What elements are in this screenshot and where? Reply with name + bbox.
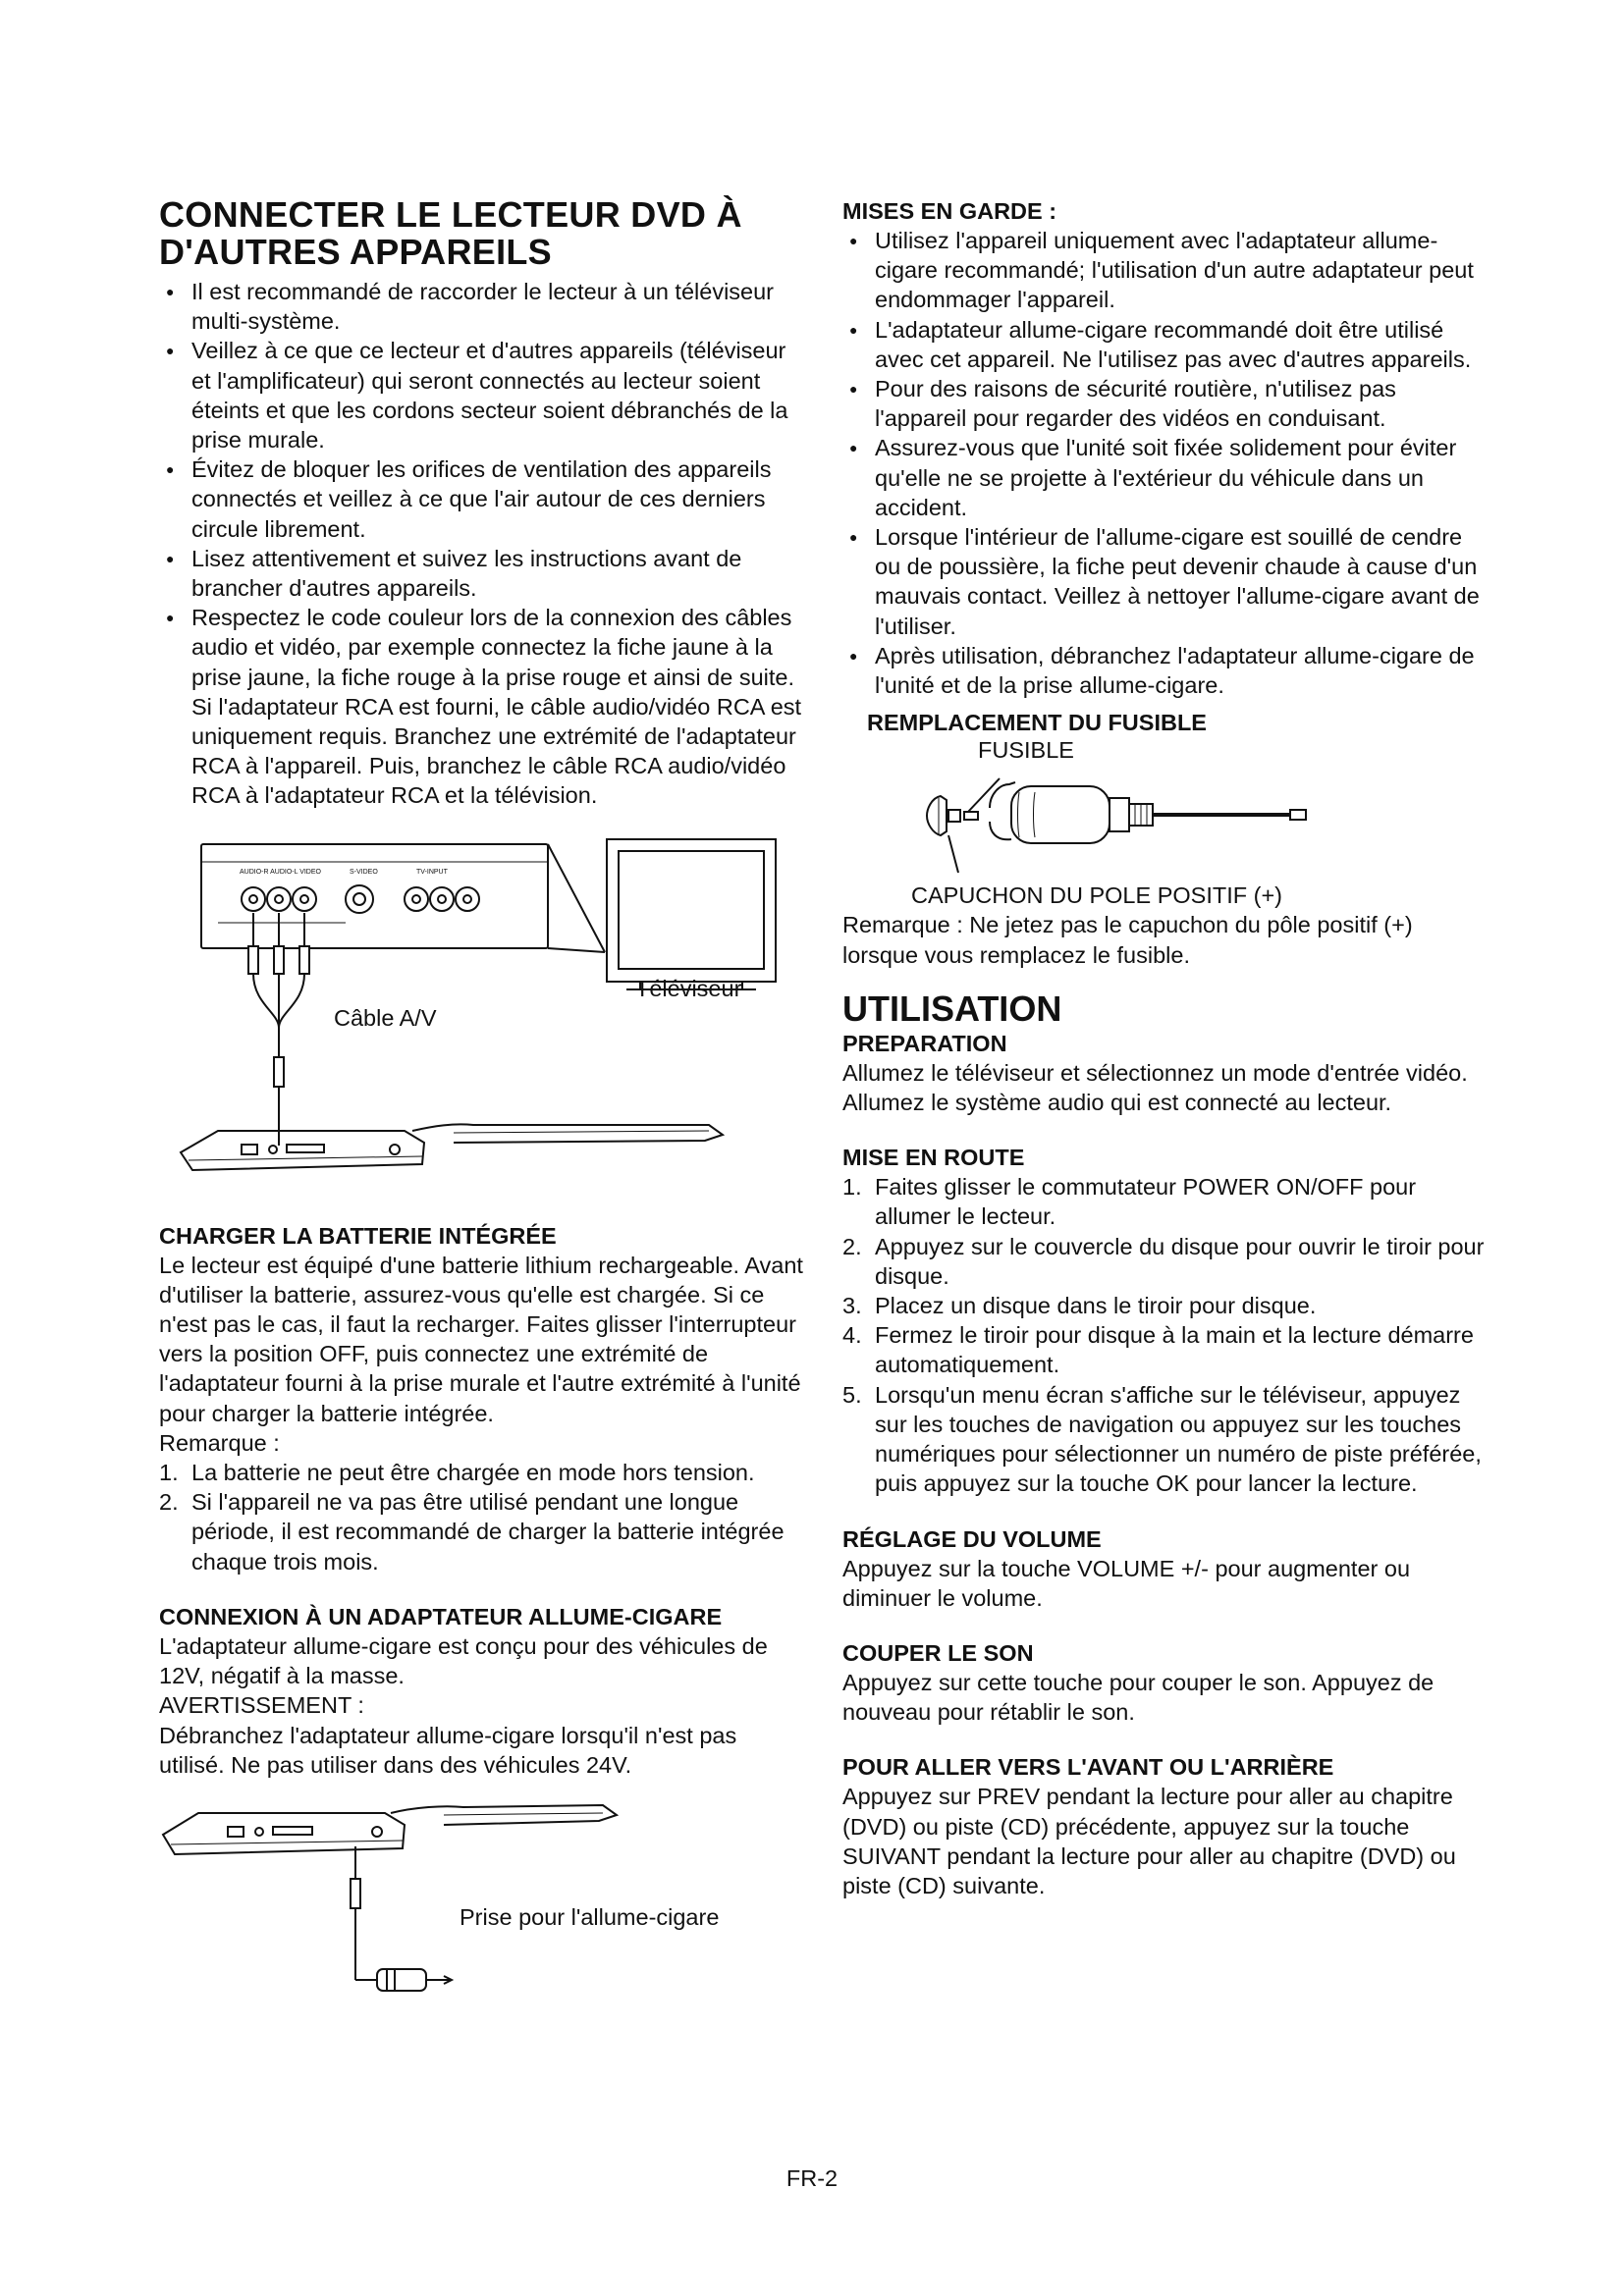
- cautions-heading: MISES EN GARDE :: [842, 198, 1057, 224]
- list-item: ● Pour des raisons de sécurité routière, n'utilisez pas l'appareil pour regarder des vidéos en conduisant.: [842, 374, 1490, 433]
- list-item: ● Lisez attentivement et suivez les instructions avant de brancher d'autres appareils.: [159, 544, 807, 603]
- socket-label: Prise pour l'allume-cigare: [460, 1903, 720, 1930]
- list-item: [842, 1291, 1490, 1320]
- list-number: 3.: [842, 1293, 862, 1319]
- list-item: ● Veillez à ce que ce lecteur et d'autres appareils (téléviseur et l'amplificateur) qui seront connectés au lecteur soient éteints et que les cordons secteur soient débranchés de la prise murale.: [159, 336, 807, 454]
- prep-line-2: Allumez le système audio qui est connecté au lecteur.: [842, 1090, 1392, 1116]
- car-adapter-heading: CONNEXION À UN ADAPTATEUR ALLUME-CIGARE: [159, 1603, 723, 1629]
- list-item: ● Assurez-vous que l'unité soit fixée solidement pour éviter qu'elle ne se projette à l'extérieur du véhicule dans un accident.: [842, 433, 1490, 522]
- car-warning-text: Débranchez l'adaptateur allume-cigare lorsqu'il n'est pas utilisé. Ne pas utiliser dans des véhicules 24V.: [159, 1722, 737, 1778]
- car-adapter-drawing: [159, 1795, 807, 1992]
- svg-text:S-VIDEO: S-VIDEO: [350, 868, 378, 876]
- list-item: ● L'adaptateur allume-cigare recommandé doit être utilisé avec cet appareil. Ne l'utilisez pas avec d'autres appareils.: [842, 315, 1490, 374]
- fuse-diagram: [842, 737, 1490, 884]
- tv-connection-drawing: [159, 836, 807, 1200]
- tv-connection-diagram: [159, 836, 807, 1200]
- battery-note-label: Remarque :: [159, 1429, 280, 1456]
- list-item: ● Après utilisation, débranchez l'adaptateur allume-cigare de l'unité et de la prise allume-cigare.: [842, 641, 1490, 700]
- cautions-bullets: [842, 226, 1490, 700]
- page-number: FR-2: [785, 2165, 839, 2191]
- list-number: 2.: [842, 1233, 862, 1259]
- list-text: La batterie ne peut être chargée en mode hors tension.: [191, 1460, 755, 1486]
- list-text: Fermez le tiroir pour disque à la main et la lecture démarre automatiquement.: [875, 1322, 1474, 1378]
- list-item: ● Lorsque l'intérieur de l'allume-cigare est souillé de cendre ou de poussière, la fiche peut devenir chaude à cause d'un mauvais contact. Veillez à nettoyer l'allume-cigare avant de l'utiliser.: [842, 522, 1490, 641]
- list-number: 5.: [842, 1381, 862, 1408]
- av-cable-label: Câble A/V: [334, 1004, 437, 1031]
- svg-text:TV-INPUT: TV-INPUT: [416, 868, 448, 876]
- section-title-connect: CONNECTER LE LECTEUR DVD À D'AUTRES APPAREILS: [159, 194, 742, 272]
- skip-heading: POUR ALLER VERS L'AVANT OU L'ARRIÈRE: [842, 1754, 1334, 1781]
- cap-label: CAPUCHON DU POLE POSITIF (+): [911, 882, 1283, 909]
- start-steps: [842, 1172, 1490, 1498]
- prep-line-1: Allumez le téléviseur et sélectionnez un mode d'entrée vidéo.: [842, 1059, 1468, 1086]
- volume-text: Appuyez sur la touche VOLUME +/- pour augmenter ou diminuer le volume.: [842, 1555, 1411, 1611]
- right-column: [842, 196, 1490, 1900]
- car-adapter-text: L'adaptateur allume-cigare est conçu pour des véhicules de 12V, négatif à la masse.: [159, 1632, 768, 1689]
- list-item: ● Respectez le code couleur lors de la connexion des câbles audio et vidéo, par exemple connectez la fiche jaune à la prise jaune, la fiche rouge à la prise rouge et ainsi de suite. Si l'adaptateur RCA est fourni, le câble audio/vidéo RCA est uniquement requis. Branchez une extrémité de l'adaptateur RCA à l'appareil. Puis, branchez le câble RCA audio/vidéo RCA à l'adaptateur RCA et la télévision.: [159, 603, 807, 810]
- start-heading: MISE EN ROUTE: [842, 1145, 1025, 1171]
- left-column: [159, 196, 807, 1992]
- prep-heading: PREPARATION: [842, 1030, 1007, 1056]
- list-text: Lorsqu'un menu écran s'affiche sur le téléviseur, appuyez sur les touches de navigation ou appuyez sur les touches numériques pour sélectionner un numéro de piste préférée, puis appuyez sur la touche OK pour lancer la lecture.: [875, 1381, 1482, 1497]
- list-number: 1.: [842, 1174, 862, 1201]
- list-item: [842, 1232, 1490, 1291]
- list-item: [842, 1172, 1490, 1231]
- list-text: Placez un disque dans le tiroir pour disque.: [875, 1293, 1317, 1319]
- fuse-heading: REMPLACEMENT DU FUSIBLE: [867, 710, 1207, 736]
- mute-text: Appuyez sur cette touche pour couper le son. Appuyez de nouveau pour rétablir le son.: [842, 1669, 1435, 1726]
- svg-text:AUDIO-R AUDIO-L VIDEO: AUDIO-R AUDIO-L VIDEO: [240, 868, 321, 876]
- battery-heading: CHARGER LA BATTERIE INTÉGRÉE: [159, 1222, 557, 1249]
- list-item: [159, 1487, 807, 1576]
- battery-notes: [159, 1458, 807, 1576]
- tv-label: Téléviseur: [635, 975, 742, 1001]
- list-item: ● Évitez de bloquer les orifices de ventilation des appareils connectés et veillez à ce que l'air autour de ces derniers circule librement.: [159, 454, 807, 544]
- car-warning-label: AVERTISSEMENT :: [159, 1692, 364, 1719]
- list-text: Faites glisser le commutateur POWER ON/OFF pour allumer le lecteur.: [875, 1174, 1417, 1230]
- list-item: [842, 1380, 1490, 1499]
- list-item: ● Il est recommandé de raccorder le lecteur à un téléviseur multi-système.: [159, 277, 807, 336]
- skip-text: Appuyez sur PREV pendant la lecture pour aller au chapitre (DVD) ou piste (CD) précédente, appuyez sur la touche SUIVANT pendant la lecture pour aller au chapitre (DVD) ou piste (CD) suivante.: [842, 1784, 1456, 1898]
- list-item: [842, 1320, 1490, 1379]
- list-text: Si l'appareil ne va pas être utilisé pendant une longue période, il est recommandé de charger la batterie intégrée chaque trois mois.: [191, 1489, 785, 1575]
- fuse-drawing: [842, 737, 1490, 884]
- battery-text: Le lecteur est équipé d'une batterie lithium rechargeable. Avant d'utiliser la batterie, assurez-vous qu'elle est chargée. Si ce n'est pas le cas, il faut la recharger. Faites glisser l'interrupteur vers la position OFF, puis connectez une extrémité de l'adaptateur fourni à la prise murale et l'autre extrémité à l'unité pour charger la batterie intégrée.: [159, 1252, 803, 1426]
- fuse-label: FUSIBLE: [978, 737, 1074, 764]
- section-title-usage: UTILISATION: [842, 988, 1062, 1029]
- car-adapter-diagram: [159, 1795, 807, 1992]
- connect-bullets: [159, 277, 807, 811]
- list-item: [159, 1458, 807, 1487]
- list-number: 1.: [159, 1460, 179, 1486]
- list-text: Appuyez sur le couvercle du disque pour ouvrir le tiroir pour disque.: [875, 1233, 1485, 1289]
- mute-heading: COUPER LE SON: [842, 1639, 1034, 1666]
- list-number: 4.: [842, 1322, 862, 1349]
- fuse-note: Remarque : Ne jetez pas le capuchon du pôle positif (+) lorsque vous remplacez le fusible.: [842, 912, 1413, 968]
- list-item: ● Utilisez l'appareil uniquement avec l'adaptateur allume-cigare recommandé; l'utilisation d'un autre adaptateur peut endommager l'appareil.: [842, 226, 1490, 315]
- list-number: 2.: [159, 1489, 179, 1516]
- volume-heading: RÉGLAGE DU VOLUME: [842, 1525, 1102, 1552]
